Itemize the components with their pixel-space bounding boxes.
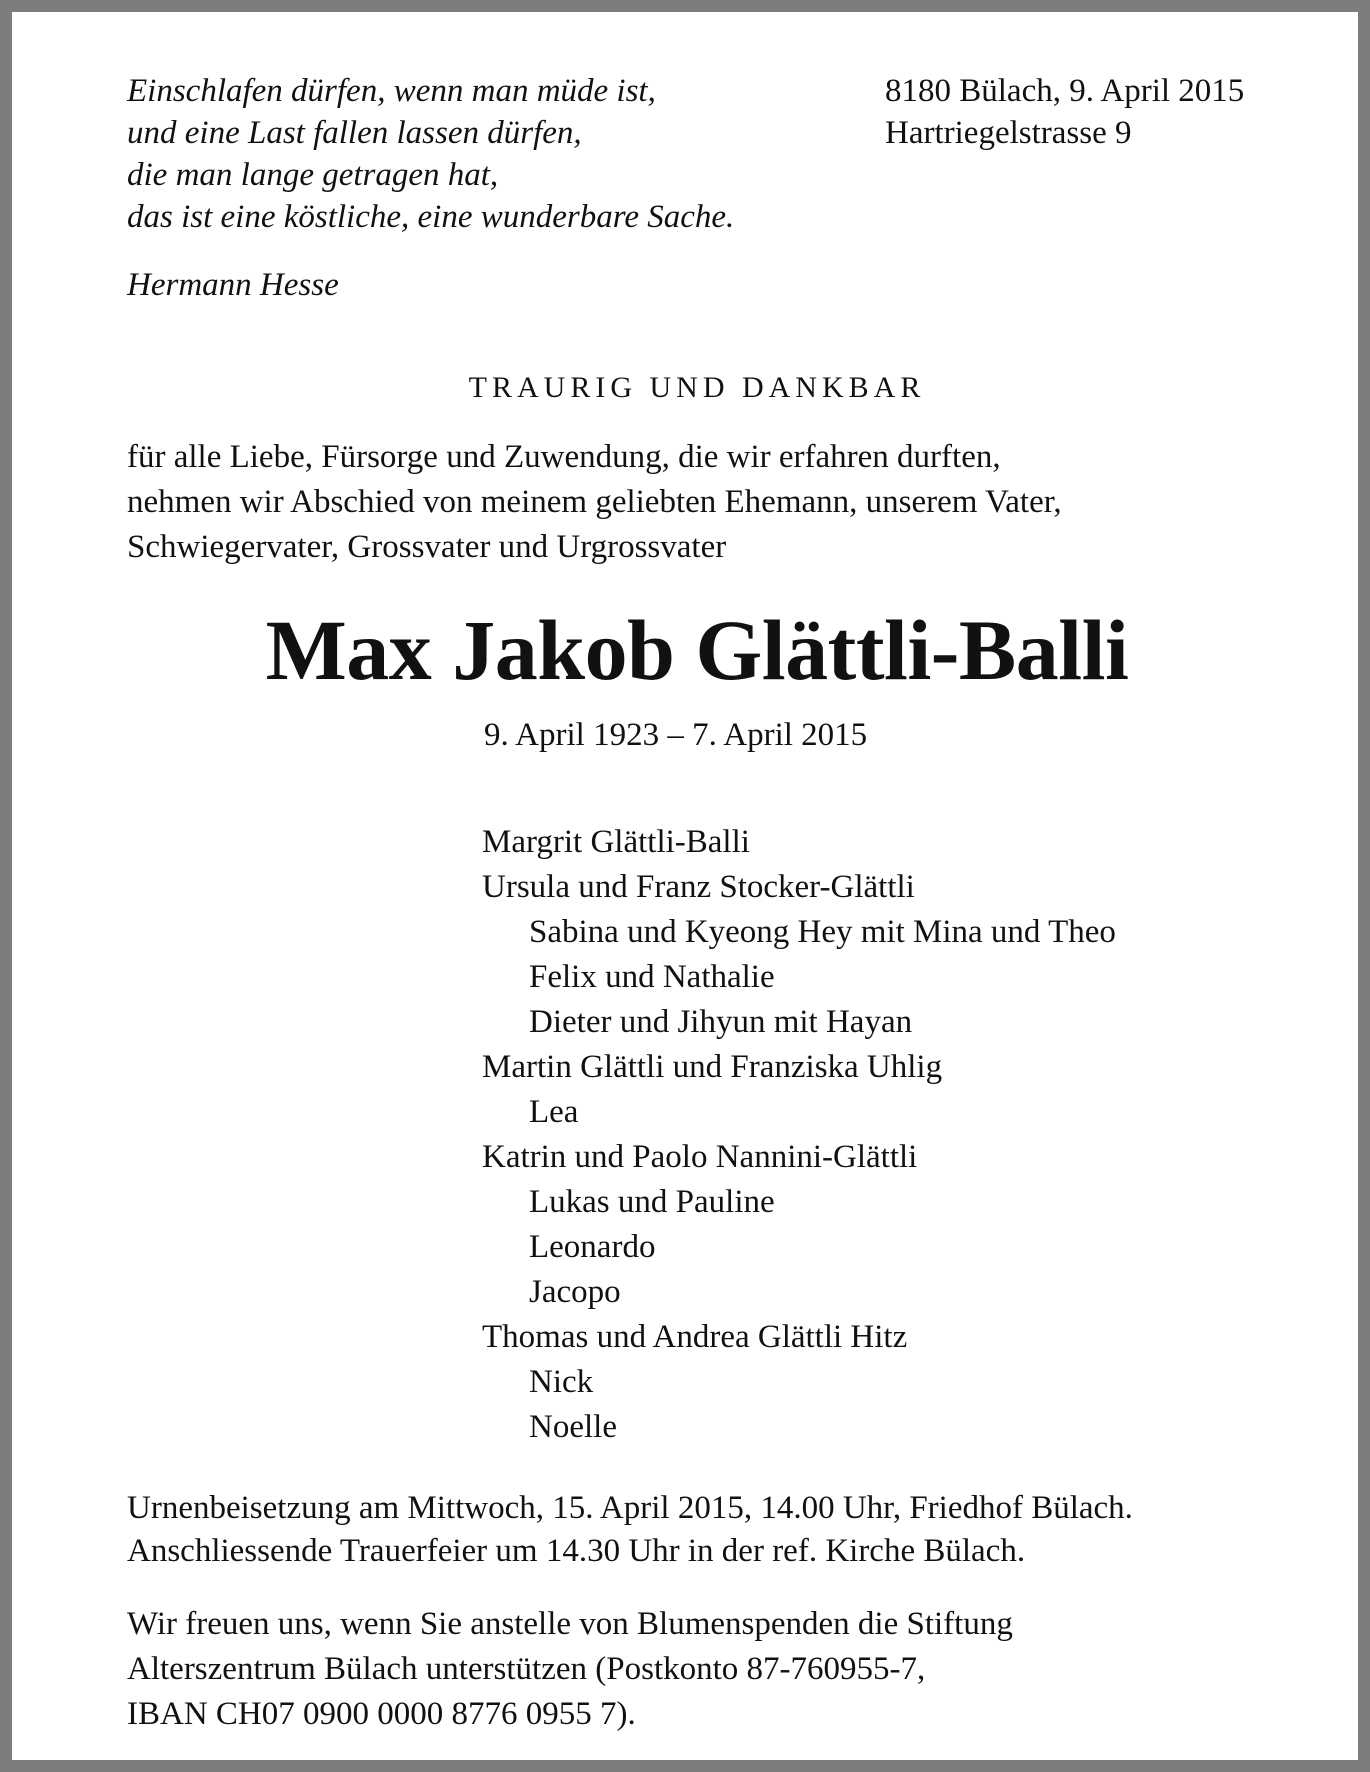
intro-line: für alle Liebe, Fürsorge und Zuwendung, die wir erfahren durften, — [127, 439, 1001, 475]
quote-author: Hermann Hesse — [127, 267, 339, 303]
life-dates: 9. April 1923 – 7. April 2015 — [484, 717, 868, 753]
family-member-grandchild: Sabina und Kyeong Hey mit Mina und Theo — [529, 914, 1116, 950]
family-member-grandchild: Noelle — [529, 1409, 617, 1445]
family-member: Martin Glättli und Franziska Uhlig — [482, 1049, 943, 1085]
donation-line: IBAN CH07 0900 0000 8776 0955 7). — [127, 1696, 636, 1732]
family-list — [482, 820, 1116, 1450]
family-member-grandchild: Dieter und Jihyun mit Hayan — [529, 1004, 913, 1040]
address-block — [885, 70, 1244, 154]
ceremony-info — [127, 1487, 1133, 1573]
family-member-grandchild: Lukas und Pauline — [529, 1184, 775, 1220]
ceremony-line: Urnenbeisetzung am Mittwoch, 15. April 2015, 14.00 Uhr, Friedhof Bülach. — [127, 1490, 1133, 1526]
family-member: Margrit Glättli-Balli — [482, 824, 750, 860]
family-member-grandchild: Nick — [529, 1364, 594, 1400]
street-address: Hartriegelstrasse 9 — [885, 115, 1132, 151]
family-member-grandchild: Lea — [529, 1094, 579, 1130]
hesse-quote — [127, 70, 734, 238]
intro-line: Schwiegervater, Grossvater und Urgrossvater — [127, 529, 727, 565]
family-member: Thomas und Andrea Glättli Hitz — [482, 1319, 908, 1355]
quote-line: die man lange getragen hat, — [127, 157, 499, 193]
intro-line: nehmen wir Abschied von meinem geliebten Ehemann, unserem Vater, — [127, 484, 1062, 520]
donation-line: Alterszentrum Bülach unterstützen (Postkonto 87-760955-7, — [127, 1651, 926, 1687]
place-date: 8180 Bülach, 9. April 2015 — [885, 73, 1245, 109]
deceased-name: Max Jakob Glättli-Balli — [265, 602, 1129, 698]
family-member-grandchild: Leonardo — [529, 1229, 656, 1265]
family-member-grandchild: Jacopo — [529, 1274, 621, 1310]
family-member-grandchild: Felix und Nathalie — [529, 959, 775, 995]
quote-line: und eine Last fallen lassen dürfen, — [127, 115, 582, 151]
intro-text — [127, 435, 1062, 570]
donation-line: Wir freuen uns, wenn Sie anstelle von Blumenspenden die Stiftung — [127, 1606, 1013, 1642]
quote-line: Einschlafen dürfen, wenn man müde ist, — [127, 73, 656, 109]
donation-info — [127, 1602, 1013, 1737]
family-member: Ursula und Franz Stocker-Glättli — [482, 869, 915, 905]
section-heading: TRAURIG UND DANKBAR — [468, 371, 926, 404]
ceremony-line: Anschliessende Trauerfeier um 14.30 Uhr in der ref. Kirche Bülach. — [127, 1533, 1026, 1569]
family-member: Katrin und Paolo Nannini-Glättli — [482, 1139, 918, 1175]
quote-line: das ist eine köstliche, eine wunderbare Sache. — [127, 199, 735, 235]
